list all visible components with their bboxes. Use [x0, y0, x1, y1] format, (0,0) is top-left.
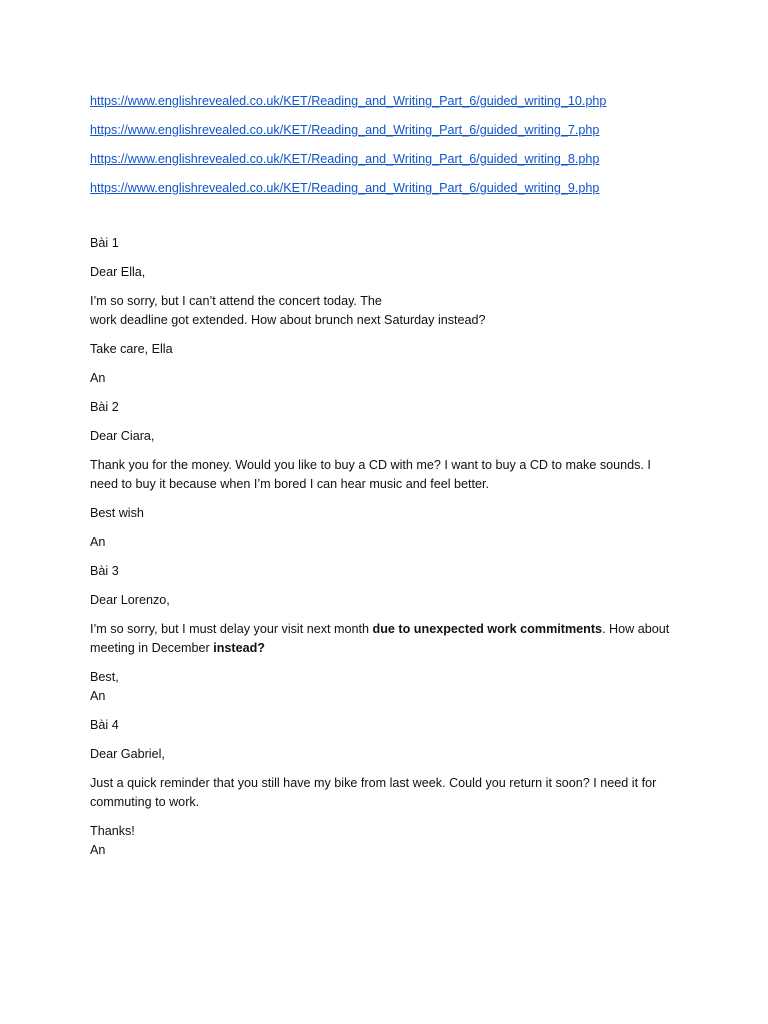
bai4-body: Just a quick reminder that you still have my bike from last week. Could you return it soon? I need it for commuting to work.	[90, 776, 657, 809]
bai3-body-part1: I’m so sorry, but I must delay your visit next month	[90, 622, 373, 636]
bai3-closing: Best,	[90, 670, 119, 684]
bai2-closing: Best wish	[90, 506, 144, 520]
bai3-signature: An	[90, 689, 106, 703]
bai4-greeting: Dear Gabriel,	[90, 747, 165, 761]
bai3-signoff	[90, 668, 680, 706]
bai4-closing: Thanks!	[90, 824, 135, 838]
bai4-heading: Bài 4	[90, 718, 119, 732]
bai1-signature: An	[90, 371, 106, 385]
bai2-heading: Bài 2	[90, 400, 119, 414]
bai1-closing: Take care, Ella	[90, 342, 173, 356]
bai3-body-bold2: instead?	[213, 641, 265, 655]
bai3-heading: Bài 3	[90, 564, 119, 578]
bai1-body-line1: I’m so sorry, but I can’t attend the concert today. The	[90, 294, 382, 308]
bai3-body-part2: . How about meeting in December	[90, 622, 670, 655]
bai3-body-bold1: due to unexpected work commitments	[372, 622, 603, 636]
document-content	[90, 92, 680, 860]
bai4-signoff	[90, 822, 680, 860]
link-list	[90, 92, 680, 198]
link-guided-writing-7[interactable]: https://www.englishrevealed.co.uk/KET/Reading_and_Writing_Part_6/guided_writing_7.php	[90, 123, 600, 137]
bai2-greeting: Dear Ciara,	[90, 429, 155, 443]
bai1-body	[90, 292, 680, 330]
bai3-greeting: Dear Lorenzo,	[90, 593, 170, 607]
link-guided-writing-9[interactable]: https://www.englishrevealed.co.uk/KET/Reading_and_Writing_Part_6/guided_writing_9.php	[90, 181, 600, 195]
bai2-body: Thank you for the money. Would you like to buy a CD with me? I want to buy a CD to make sounds. I need to buy it because when I’m bored I can hear music and feel better.	[90, 458, 651, 491]
bai4-signature: An	[90, 843, 106, 857]
link-guided-writing-8[interactable]: https://www.englishrevealed.co.uk/KET/Reading_and_Writing_Part_6/guided_writing_8.php	[90, 152, 600, 166]
bai1-greeting: Dear Ella,	[90, 265, 146, 279]
bai1-body-line2: work deadline got extended. How about brunch next Saturday instead?	[90, 313, 486, 327]
bai2-signature: An	[90, 535, 106, 549]
bai3-body	[90, 620, 680, 658]
bai1-heading: Bài 1	[90, 236, 119, 250]
link-guided-writing-10[interactable]: https://www.englishrevealed.co.uk/KET/Reading_and_Writing_Part_6/guided_writing_10.php	[90, 94, 607, 108]
